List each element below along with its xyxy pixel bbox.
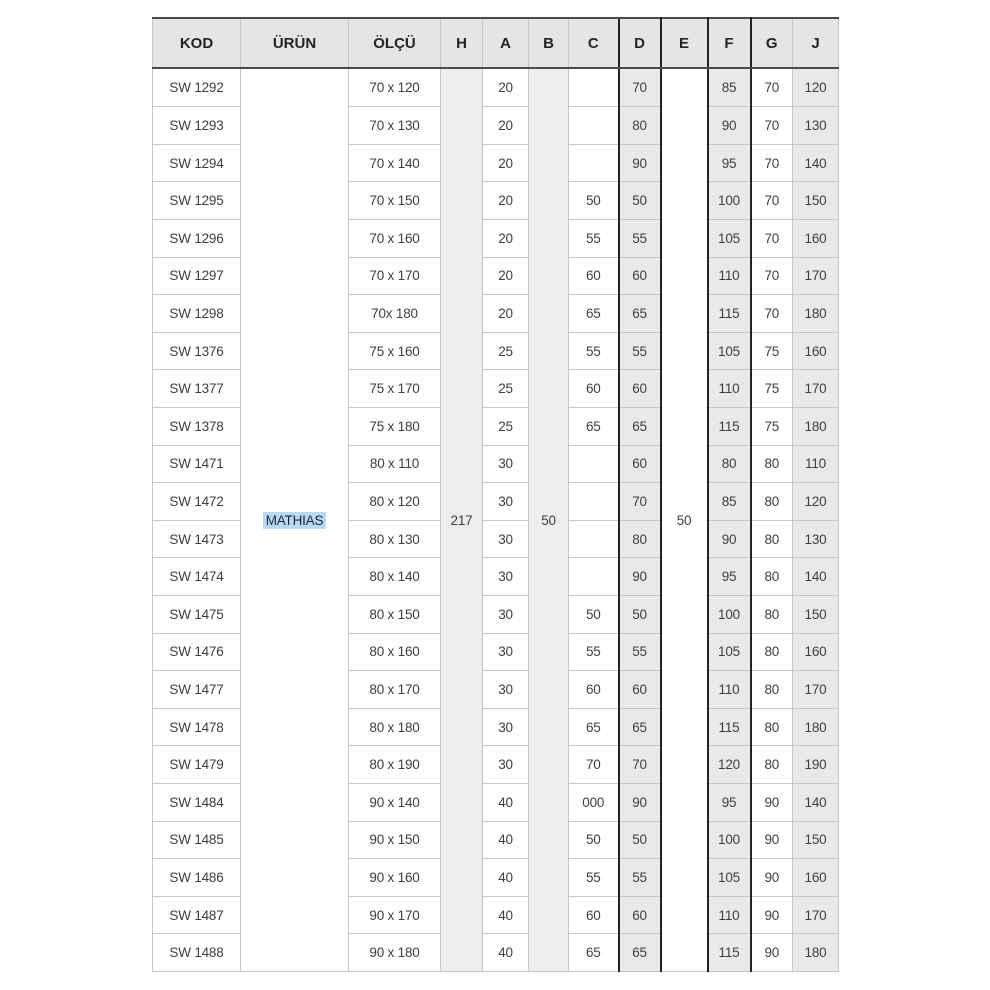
merged-cell-urun	[241, 68, 349, 972]
cell-kod: SW 1294	[153, 144, 241, 182]
cell-d: 70	[619, 483, 661, 521]
cell-g: 90	[751, 859, 793, 897]
cell-a: 40	[483, 783, 529, 821]
col-header-g: G	[751, 18, 793, 68]
cell-c	[569, 445, 619, 483]
cell-d: 60	[619, 671, 661, 709]
col-header-b: B	[529, 18, 569, 68]
col-header-olcu: ÖLÇÜ	[349, 18, 441, 68]
cell-a: 30	[483, 445, 529, 483]
cell-d: 60	[619, 370, 661, 408]
col-header-kod: KOD	[153, 18, 241, 68]
cell-olcu: 75 x 160	[349, 332, 441, 370]
cell-f: 115	[708, 708, 751, 746]
cell-j: 170	[793, 671, 839, 709]
cell-kod: SW 1292	[153, 68, 241, 107]
cell-olcu: 70 x 140	[349, 144, 441, 182]
cell-d: 60	[619, 445, 661, 483]
cell-j: 180	[793, 295, 839, 333]
cell-olcu: 70 x 160	[349, 220, 441, 258]
cell-olcu: 80 x 180	[349, 708, 441, 746]
cell-f: 120	[708, 746, 751, 784]
cell-kod: SW 1376	[153, 332, 241, 370]
cell-j: 150	[793, 182, 839, 220]
cell-d: 80	[619, 107, 661, 145]
cell-kod: SW 1293	[153, 107, 241, 145]
cell-olcu: 80 x 160	[349, 633, 441, 671]
cell-d: 90	[619, 144, 661, 182]
cell-a: 30	[483, 558, 529, 596]
cell-g: 70	[751, 68, 793, 107]
cell-a: 40	[483, 896, 529, 934]
cell-f: 85	[708, 68, 751, 107]
cell-kod: SW 1477	[153, 671, 241, 709]
cell-olcu: 70 x 130	[349, 107, 441, 145]
cell-a: 25	[483, 370, 529, 408]
cell-olcu: 70 x 170	[349, 257, 441, 295]
cell-a: 20	[483, 182, 529, 220]
cell-j: 180	[793, 408, 839, 446]
cell-olcu: 70 x 150	[349, 182, 441, 220]
cell-kod: SW 1479	[153, 746, 241, 784]
cell-f: 90	[708, 107, 751, 145]
cell-g: 80	[751, 708, 793, 746]
cell-kod: SW 1476	[153, 633, 241, 671]
col-header-h: H	[441, 18, 483, 68]
cell-d: 55	[619, 332, 661, 370]
cell-f: 95	[708, 783, 751, 821]
cell-c: 55	[569, 633, 619, 671]
cell-f: 85	[708, 483, 751, 521]
cell-a: 25	[483, 332, 529, 370]
cell-a: 30	[483, 671, 529, 709]
cell-a: 20	[483, 144, 529, 182]
cell-olcu: 75 x 180	[349, 408, 441, 446]
cell-olcu: 90 x 160	[349, 859, 441, 897]
cell-a: 20	[483, 257, 529, 295]
cell-j: 180	[793, 934, 839, 972]
cell-j: 170	[793, 370, 839, 408]
cell-kod: SW 1487	[153, 896, 241, 934]
cell-f: 95	[708, 144, 751, 182]
cell-kod: SW 1486	[153, 859, 241, 897]
cell-a: 20	[483, 295, 529, 333]
cell-f: 115	[708, 408, 751, 446]
cell-d: 70	[619, 68, 661, 107]
cell-j: 140	[793, 783, 839, 821]
cell-d: 90	[619, 558, 661, 596]
cell-d: 65	[619, 934, 661, 972]
cell-d: 50	[619, 182, 661, 220]
cell-c: 60	[569, 896, 619, 934]
cell-olcu: 70x 180	[349, 295, 441, 333]
cell-d: 55	[619, 633, 661, 671]
cell-d: 65	[619, 408, 661, 446]
cell-f: 110	[708, 257, 751, 295]
cell-g: 70	[751, 220, 793, 258]
cell-kod: SW 1377	[153, 370, 241, 408]
cell-g: 75	[751, 332, 793, 370]
cell-olcu: 80 x 190	[349, 746, 441, 784]
cell-c	[569, 558, 619, 596]
cell-kod: SW 1475	[153, 595, 241, 633]
cell-d: 50	[619, 821, 661, 859]
cell-kod: SW 1478	[153, 708, 241, 746]
cell-d: 50	[619, 595, 661, 633]
cell-g: 80	[751, 633, 793, 671]
cell-c: 50	[569, 821, 619, 859]
cell-j: 140	[793, 558, 839, 596]
cell-kod: SW 1473	[153, 520, 241, 558]
cell-d: 60	[619, 896, 661, 934]
cell-c: 65	[569, 934, 619, 972]
cell-kod: SW 1296	[153, 220, 241, 258]
merged-cell-e: 50	[661, 68, 708, 972]
cell-kod: SW 1295	[153, 182, 241, 220]
cell-d: 90	[619, 783, 661, 821]
cell-j: 150	[793, 821, 839, 859]
cell-j: 120	[793, 483, 839, 521]
cell-f: 100	[708, 595, 751, 633]
cell-g: 75	[751, 408, 793, 446]
cell-c: 65	[569, 295, 619, 333]
cell-g: 75	[751, 370, 793, 408]
cell-j: 190	[793, 746, 839, 784]
cell-kod: SW 1297	[153, 257, 241, 295]
cell-a: 40	[483, 821, 529, 859]
cell-f: 105	[708, 859, 751, 897]
cell-j: 120	[793, 68, 839, 107]
cell-j: 160	[793, 220, 839, 258]
cell-a: 20	[483, 68, 529, 107]
cell-c: 65	[569, 708, 619, 746]
cell-olcu: 80 x 150	[349, 595, 441, 633]
cell-g: 90	[751, 821, 793, 859]
cell-c: 55	[569, 220, 619, 258]
cell-a: 30	[483, 746, 529, 784]
cell-d: 55	[619, 220, 661, 258]
cell-a: 30	[483, 595, 529, 633]
cell-j: 130	[793, 520, 839, 558]
cell-j: 140	[793, 144, 839, 182]
cell-c: 50	[569, 595, 619, 633]
cell-a: 30	[483, 708, 529, 746]
cell-g: 90	[751, 934, 793, 972]
cell-c: 55	[569, 332, 619, 370]
cell-j: 170	[793, 896, 839, 934]
cell-j: 160	[793, 859, 839, 897]
cell-j: 150	[793, 595, 839, 633]
col-header-a: A	[483, 18, 529, 68]
cell-olcu: 90 x 180	[349, 934, 441, 972]
cell-c	[569, 483, 619, 521]
cell-f: 115	[708, 295, 751, 333]
cell-d: 80	[619, 520, 661, 558]
cell-a: 40	[483, 859, 529, 897]
cell-olcu: 90 x 170	[349, 896, 441, 934]
cell-f: 80	[708, 445, 751, 483]
col-header-d: D	[619, 18, 661, 68]
cell-f: 110	[708, 671, 751, 709]
cell-kod: SW 1474	[153, 558, 241, 596]
cell-j: 110	[793, 445, 839, 483]
cell-d: 55	[619, 859, 661, 897]
cell-j: 130	[793, 107, 839, 145]
cell-f: 110	[708, 896, 751, 934]
cell-olcu: 80 x 120	[349, 483, 441, 521]
cell-g: 90	[751, 896, 793, 934]
cell-g: 70	[751, 107, 793, 145]
cell-c: 60	[569, 370, 619, 408]
cell-g: 80	[751, 445, 793, 483]
cell-kod: SW 1488	[153, 934, 241, 972]
cell-j: 160	[793, 332, 839, 370]
cell-c	[569, 107, 619, 145]
cell-olcu: 75 x 170	[349, 370, 441, 408]
cell-f: 105	[708, 220, 751, 258]
cell-g: 80	[751, 558, 793, 596]
cell-g: 80	[751, 483, 793, 521]
cell-j: 160	[793, 633, 839, 671]
cell-c: 65	[569, 408, 619, 446]
col-header-f: F	[708, 18, 751, 68]
cell-d: 70	[619, 746, 661, 784]
cell-olcu: 90 x 140	[349, 783, 441, 821]
cell-olcu: 80 x 110	[349, 445, 441, 483]
cell-g: 90	[751, 783, 793, 821]
cell-kod: SW 1298	[153, 295, 241, 333]
cell-a: 40	[483, 934, 529, 972]
cell-olcu: 90 x 150	[349, 821, 441, 859]
cell-g: 80	[751, 746, 793, 784]
cell-g: 70	[751, 144, 793, 182]
merged-cell-b: 50	[529, 68, 569, 972]
spec-table	[152, 17, 839, 972]
col-header-e: E	[661, 18, 708, 68]
header-row	[153, 18, 839, 68]
col-header-urun: ÜRÜN	[241, 18, 349, 68]
cell-d: 60	[619, 257, 661, 295]
cell-f: 105	[708, 332, 751, 370]
cell-d: 65	[619, 708, 661, 746]
cell-d: 65	[619, 295, 661, 333]
cell-c: 60	[569, 257, 619, 295]
cell-g: 80	[751, 520, 793, 558]
cell-f: 90	[708, 520, 751, 558]
spec-table-container	[152, 17, 838, 972]
cell-f: 115	[708, 934, 751, 972]
cell-kod: SW 1378	[153, 408, 241, 446]
cell-j: 180	[793, 708, 839, 746]
cell-a: 30	[483, 483, 529, 521]
cell-g: 70	[751, 182, 793, 220]
cell-f: 100	[708, 821, 751, 859]
cell-c	[569, 68, 619, 107]
cell-c: 70	[569, 746, 619, 784]
cell-kod: SW 1471	[153, 445, 241, 483]
cell-j: 170	[793, 257, 839, 295]
cell-f: 105	[708, 633, 751, 671]
cell-c: 50	[569, 182, 619, 220]
cell-a: 25	[483, 408, 529, 446]
cell-g: 70	[751, 257, 793, 295]
cell-kod: SW 1472	[153, 483, 241, 521]
cell-kod: SW 1485	[153, 821, 241, 859]
cell-g: 80	[751, 671, 793, 709]
cell-g: 70	[751, 295, 793, 333]
cell-c: 60	[569, 671, 619, 709]
cell-a: 20	[483, 220, 529, 258]
cell-a: 20	[483, 107, 529, 145]
cell-olcu: 80 x 140	[349, 558, 441, 596]
cell-olcu: 70 x 120	[349, 68, 441, 107]
cell-olcu: 80 x 170	[349, 671, 441, 709]
cell-g: 80	[751, 595, 793, 633]
cell-c: 000	[569, 783, 619, 821]
table-body	[153, 68, 839, 972]
cell-kod: SW 1484	[153, 783, 241, 821]
table-row	[153, 68, 839, 107]
col-header-j: J	[793, 18, 839, 68]
cell-a: 30	[483, 633, 529, 671]
cell-c: 55	[569, 859, 619, 897]
cell-f: 100	[708, 182, 751, 220]
table-header	[153, 18, 839, 68]
cell-f: 110	[708, 370, 751, 408]
product-name-highlight: MATHIAS	[263, 512, 327, 529]
cell-a: 30	[483, 520, 529, 558]
cell-c	[569, 144, 619, 182]
col-header-c: C	[569, 18, 619, 68]
cell-olcu: 80 x 130	[349, 520, 441, 558]
merged-cell-h: 217	[441, 68, 483, 972]
cell-f: 95	[708, 558, 751, 596]
cell-c	[569, 520, 619, 558]
